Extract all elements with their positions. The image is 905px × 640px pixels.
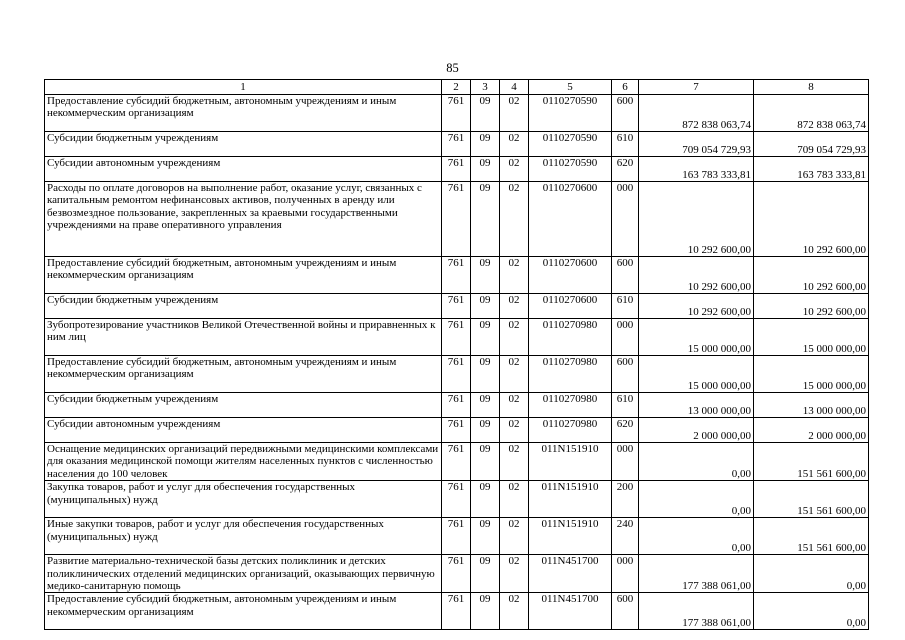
expense-type-code: 610 [612, 393, 639, 418]
section-code: 09 [471, 132, 500, 157]
amount-column-8: 0,00 [754, 593, 869, 630]
amount-column-7: 2 000 000,00 [639, 418, 754, 443]
amount-column-7: 0,00 [639, 443, 754, 481]
section-code: 09 [471, 481, 500, 518]
amount-column-8: 13 000 000,00 [754, 393, 869, 418]
row-description: Предоставление субсидий бюджетным, автономным учреждениям и иным некоммерческим организациям [45, 257, 442, 294]
expense-type-code: 600 [612, 95, 639, 132]
grbs-code: 761 [442, 157, 471, 182]
target-article-code: 0110270600 [529, 182, 612, 257]
section-code: 09 [471, 418, 500, 443]
amount-column-8: 0,00 [754, 555, 869, 593]
table-row [45, 518, 869, 555]
amount-column-7: 13 000 000,00 [639, 393, 754, 418]
expense-type-code: 240 [612, 518, 639, 555]
amount-column-8: 15 000 000,00 [754, 356, 869, 393]
section-code: 09 [471, 182, 500, 257]
grbs-code: 761 [442, 555, 471, 593]
amount-column-8: 10 292 600,00 [754, 182, 869, 257]
amount-column-8: 151 561 600,00 [754, 443, 869, 481]
table-row [45, 481, 869, 518]
page-number: 85 [446, 61, 459, 75]
section-code: 09 [471, 518, 500, 555]
row-description: Иные закупки товаров, работ и услуг для обеспечения государственных (муниципальных) нужд [45, 518, 442, 555]
column-number: 7 [639, 80, 754, 95]
section-code: 09 [471, 294, 500, 319]
amount-column-8: 10 292 600,00 [754, 257, 869, 294]
amount-column-7: 163 783 333,81 [639, 157, 754, 182]
row-description: Субсидии бюджетным учреждениям [45, 393, 442, 418]
column-number: 6 [612, 80, 639, 95]
row-description: Зубопротезирование участников Великой Отечественной войны и приравненных к ним лиц [45, 319, 442, 356]
table-row [45, 182, 869, 257]
row-description: Закупка товаров, работ и услуг для обеспечения государственных (муниципальных) нужд [45, 481, 442, 518]
subsection-code: 02 [500, 555, 529, 593]
section-code: 09 [471, 443, 500, 481]
column-number: 4 [500, 80, 529, 95]
section-code: 09 [471, 95, 500, 132]
subsection-code: 02 [500, 518, 529, 555]
grbs-code: 761 [442, 319, 471, 356]
row-description: Субсидии автономным учреждениям [45, 418, 442, 443]
amount-column-7: 15 000 000,00 [639, 319, 754, 356]
table-row [45, 294, 869, 319]
row-description: Субсидии бюджетным учреждениям [45, 294, 442, 319]
expense-type-code: 620 [612, 418, 639, 443]
expense-type-code: 000 [612, 319, 639, 356]
grbs-code: 761 [442, 393, 471, 418]
grbs-code: 761 [442, 481, 471, 518]
target-article-code: 0110270590 [529, 132, 612, 157]
amount-column-7: 0,00 [639, 481, 754, 518]
amount-column-7: 177 388 061,00 [639, 555, 754, 593]
row-description: Субсидии бюджетным учреждениям [45, 132, 442, 157]
subsection-code: 02 [500, 257, 529, 294]
budget-table [44, 79, 869, 630]
subsection-code: 02 [500, 95, 529, 132]
target-article-code: 011N451700 [529, 593, 612, 630]
grbs-code: 761 [442, 257, 471, 294]
target-article-code: 0110270590 [529, 95, 612, 132]
table-row [45, 257, 869, 294]
expense-type-code: 200 [612, 481, 639, 518]
section-code: 09 [471, 157, 500, 182]
column-number-row [45, 80, 869, 95]
amount-column-7: 0,00 [639, 518, 754, 555]
expense-type-code: 600 [612, 257, 639, 294]
subsection-code: 02 [500, 356, 529, 393]
grbs-code: 761 [442, 443, 471, 481]
subsection-code: 02 [500, 418, 529, 443]
table-row [45, 95, 869, 132]
table-row [45, 356, 869, 393]
target-article-code: 0110270980 [529, 418, 612, 443]
expense-type-code: 610 [612, 132, 639, 157]
table-row [45, 443, 869, 481]
subsection-code: 02 [500, 443, 529, 481]
section-code: 09 [471, 356, 500, 393]
table-row [45, 593, 869, 630]
row-description: Оснащение медицинских организаций передвижными медицинскими комплексами для оказания медицинской помощи жителям населенных пунктов с численностью населения до 100 человек [45, 443, 442, 481]
amount-column-8: 15 000 000,00 [754, 319, 869, 356]
amount-column-7: 15 000 000,00 [639, 356, 754, 393]
grbs-code: 761 [442, 593, 471, 630]
expense-type-code: 620 [612, 157, 639, 182]
expense-type-code: 600 [612, 593, 639, 630]
expense-type-code: 000 [612, 443, 639, 481]
column-number: 2 [442, 80, 471, 95]
expense-type-code: 600 [612, 356, 639, 393]
grbs-code: 761 [442, 182, 471, 257]
subsection-code: 02 [500, 593, 529, 630]
target-article-code: 0110270600 [529, 257, 612, 294]
row-description: Предоставление субсидий бюджетным, автономным учреждениям и иным некоммерческим организациям [45, 95, 442, 132]
row-description: Субсидии автономным учреждениям [45, 157, 442, 182]
row-description: Предоставление субсидий бюджетным, автономным учреждениям и иным некоммерческим организациям [45, 356, 442, 393]
target-article-code: 0110270980 [529, 319, 612, 356]
column-number: 3 [471, 80, 500, 95]
target-article-code: 011N151910 [529, 481, 612, 518]
grbs-code: 761 [442, 418, 471, 443]
amount-column-8: 151 561 600,00 [754, 481, 869, 518]
amount-column-7: 177 388 061,00 [639, 593, 754, 630]
expense-type-code: 610 [612, 294, 639, 319]
section-code: 09 [471, 593, 500, 630]
grbs-code: 761 [442, 95, 471, 132]
subsection-code: 02 [500, 294, 529, 319]
expense-type-code: 000 [612, 182, 639, 257]
table-row [45, 418, 869, 443]
target-article-code: 011N451700 [529, 555, 612, 593]
column-number: 1 [45, 80, 442, 95]
column-number: 5 [529, 80, 612, 95]
row-description: Развитие материально-технической базы детских поликлиник и детских поликлинических отделений медицинских организаций, оказывающих первичную медико-санитарную помощь [45, 555, 442, 593]
table-row [45, 393, 869, 418]
grbs-code: 761 [442, 518, 471, 555]
row-description: Предоставление субсидий бюджетным, автономным учреждениям и иным некоммерческим организациям [45, 593, 442, 630]
table-row [45, 319, 869, 356]
target-article-code: 0110270980 [529, 356, 612, 393]
amount-column-7: 10 292 600,00 [639, 182, 754, 257]
subsection-code: 02 [500, 132, 529, 157]
grbs-code: 761 [442, 294, 471, 319]
column-number: 8 [754, 80, 869, 95]
row-description: Расходы по оплате договоров на выполнение работ, оказание услуг, связанных с капитальным ремонтом нефинансовых активов, полученных в аренду или безвозмездное пользование, закрепленных за краевыми государственными учреждениями на праве оперативного управления [45, 182, 442, 257]
subsection-code: 02 [500, 157, 529, 182]
subsection-code: 02 [500, 319, 529, 356]
section-code: 09 [471, 393, 500, 418]
grbs-code: 761 [442, 356, 471, 393]
table-row [45, 157, 869, 182]
target-article-code: 011N151910 [529, 518, 612, 555]
amount-column-8: 163 783 333,81 [754, 157, 869, 182]
amount-column-8: 872 838 063,74 [754, 95, 869, 132]
amount-column-7: 872 838 063,74 [639, 95, 754, 132]
amount-column-8: 2 000 000,00 [754, 418, 869, 443]
grbs-code: 761 [442, 132, 471, 157]
section-code: 09 [471, 319, 500, 356]
section-code: 09 [471, 257, 500, 294]
target-article-code: 0110270600 [529, 294, 612, 319]
amount-column-8: 709 054 729,93 [754, 132, 869, 157]
subsection-code: 02 [500, 481, 529, 518]
expense-type-code: 000 [612, 555, 639, 593]
amount-column-7: 10 292 600,00 [639, 257, 754, 294]
target-article-code: 0110270590 [529, 157, 612, 182]
amount-column-8: 10 292 600,00 [754, 294, 869, 319]
target-article-code: 011N151910 [529, 443, 612, 481]
table-row [45, 555, 869, 593]
subsection-code: 02 [500, 393, 529, 418]
subsection-code: 02 [500, 182, 529, 257]
section-code: 09 [471, 555, 500, 593]
target-article-code: 0110270980 [529, 393, 612, 418]
table-row [45, 132, 869, 157]
amount-column-8: 151 561 600,00 [754, 518, 869, 555]
amount-column-7: 10 292 600,00 [639, 294, 754, 319]
amount-column-7: 709 054 729,93 [639, 132, 754, 157]
